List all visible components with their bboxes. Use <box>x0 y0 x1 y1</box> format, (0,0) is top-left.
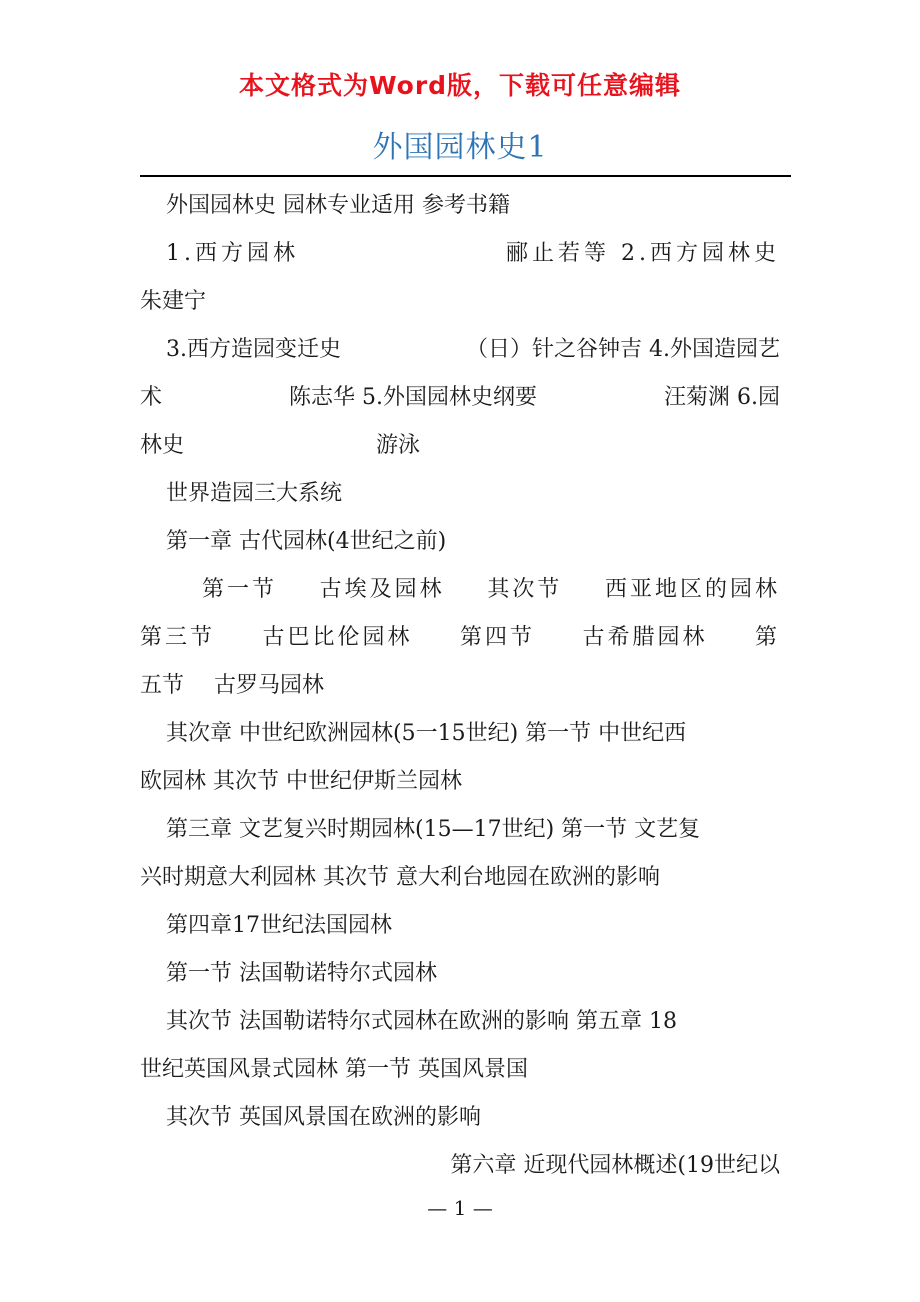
page-number: — 1 — <box>427 1196 493 1220</box>
paragraph-line <box>140 182 780 230</box>
body-text: 古罗马园林 <box>214 673 325 698</box>
body-text: 其次节 法国勒诺特尔式园林在欧洲的影响 第五章 18 <box>166 1009 677 1034</box>
body-text: 其次节 英国风景国在欧洲的影响 <box>166 1105 481 1130</box>
body-text: 第 <box>754 625 780 650</box>
body-text: 外国园林史 园林专业适用 参考书籍 <box>166 193 510 218</box>
body-text: 世纪英国风景式园林 第一节 英国风景国 <box>140 1057 528 1082</box>
paragraph-line <box>140 902 780 950</box>
paragraph-line <box>140 950 780 998</box>
body-text: 游泳 <box>376 433 421 458</box>
paragraph-line <box>140 1142 780 1190</box>
paragraph-line <box>140 662 780 710</box>
body-text: 其次节 <box>487 577 563 602</box>
body-text: 3.西方造园变迁史 <box>166 337 341 362</box>
body-text: 第三章 文艺复兴时期园林(15—17世纪) 第一节 文艺复 <box>166 817 701 842</box>
paragraph-line <box>140 470 780 518</box>
body-text: 五节 <box>140 673 185 698</box>
body-text: 第六章 近现代园林概述(19世纪以 <box>450 1153 780 1178</box>
paragraph-line <box>140 422 780 470</box>
document-title: 外国园林史1 <box>372 130 548 165</box>
body-text: 兴时期意大利园林 其次节 意大利台地园在欧洲的影响 <box>140 865 660 890</box>
body-text: 术 <box>140 385 163 410</box>
body-text: 汪菊渊 6.园 <box>664 385 780 410</box>
body-text: 第四章17世纪法国园林 <box>166 913 392 938</box>
body-text: 欧园林 其次节 中世纪伊斯兰园林 <box>140 769 462 794</box>
body-text: 第一节 法国勒诺特尔式园林 <box>166 961 437 986</box>
body-text: 朱建宁 <box>140 289 207 314</box>
paragraph-line <box>140 518 780 566</box>
body-text: 第一章 古代园林(4世纪之前) <box>166 529 447 554</box>
body-text: 西亚地区的园林 <box>604 577 780 602</box>
body-text: 古巴比伦园林 <box>262 625 413 650</box>
body-text: 古埃及园林 <box>319 577 445 602</box>
body-text: 郦止若等 2.西方园林史 <box>506 241 780 266</box>
paragraph-line <box>140 566 780 614</box>
body-text: 世界造园三大系统 <box>166 481 343 506</box>
body-text: 1.西方园林 <box>166 241 299 266</box>
format-notice: 本文格式为Word版，下载可任意编辑 <box>238 71 682 100</box>
body-text: （日）针之谷钟吉 4.外国造园艺 <box>466 337 780 362</box>
paragraph-line <box>140 230 780 278</box>
paragraph-line <box>140 710 780 758</box>
document-body <box>140 182 780 1190</box>
paragraph-line <box>140 1046 780 1094</box>
body-text: 第一节 <box>202 577 278 602</box>
body-text: 林史 <box>140 433 185 458</box>
paragraph-line <box>140 854 780 902</box>
paragraph-line <box>140 998 780 1046</box>
paragraph-line <box>140 614 780 662</box>
body-text: 古希腊园林 <box>582 625 708 650</box>
paragraph-line <box>140 806 780 854</box>
paragraph-line <box>140 278 780 326</box>
body-text: 第四节 <box>459 625 535 650</box>
paragraph-line <box>140 758 780 806</box>
paragraph-line <box>140 1094 780 1142</box>
title-divider <box>140 175 791 177</box>
body-text: 陈志华 5.外国园林史纲要 <box>289 385 537 410</box>
body-text: 第三节 <box>140 625 216 650</box>
body-text: 其次章 中世纪欧洲园林(5一15世纪) 第一节 中世纪西 <box>166 721 687 746</box>
paragraph-line <box>140 374 780 422</box>
paragraph-line <box>140 326 780 374</box>
